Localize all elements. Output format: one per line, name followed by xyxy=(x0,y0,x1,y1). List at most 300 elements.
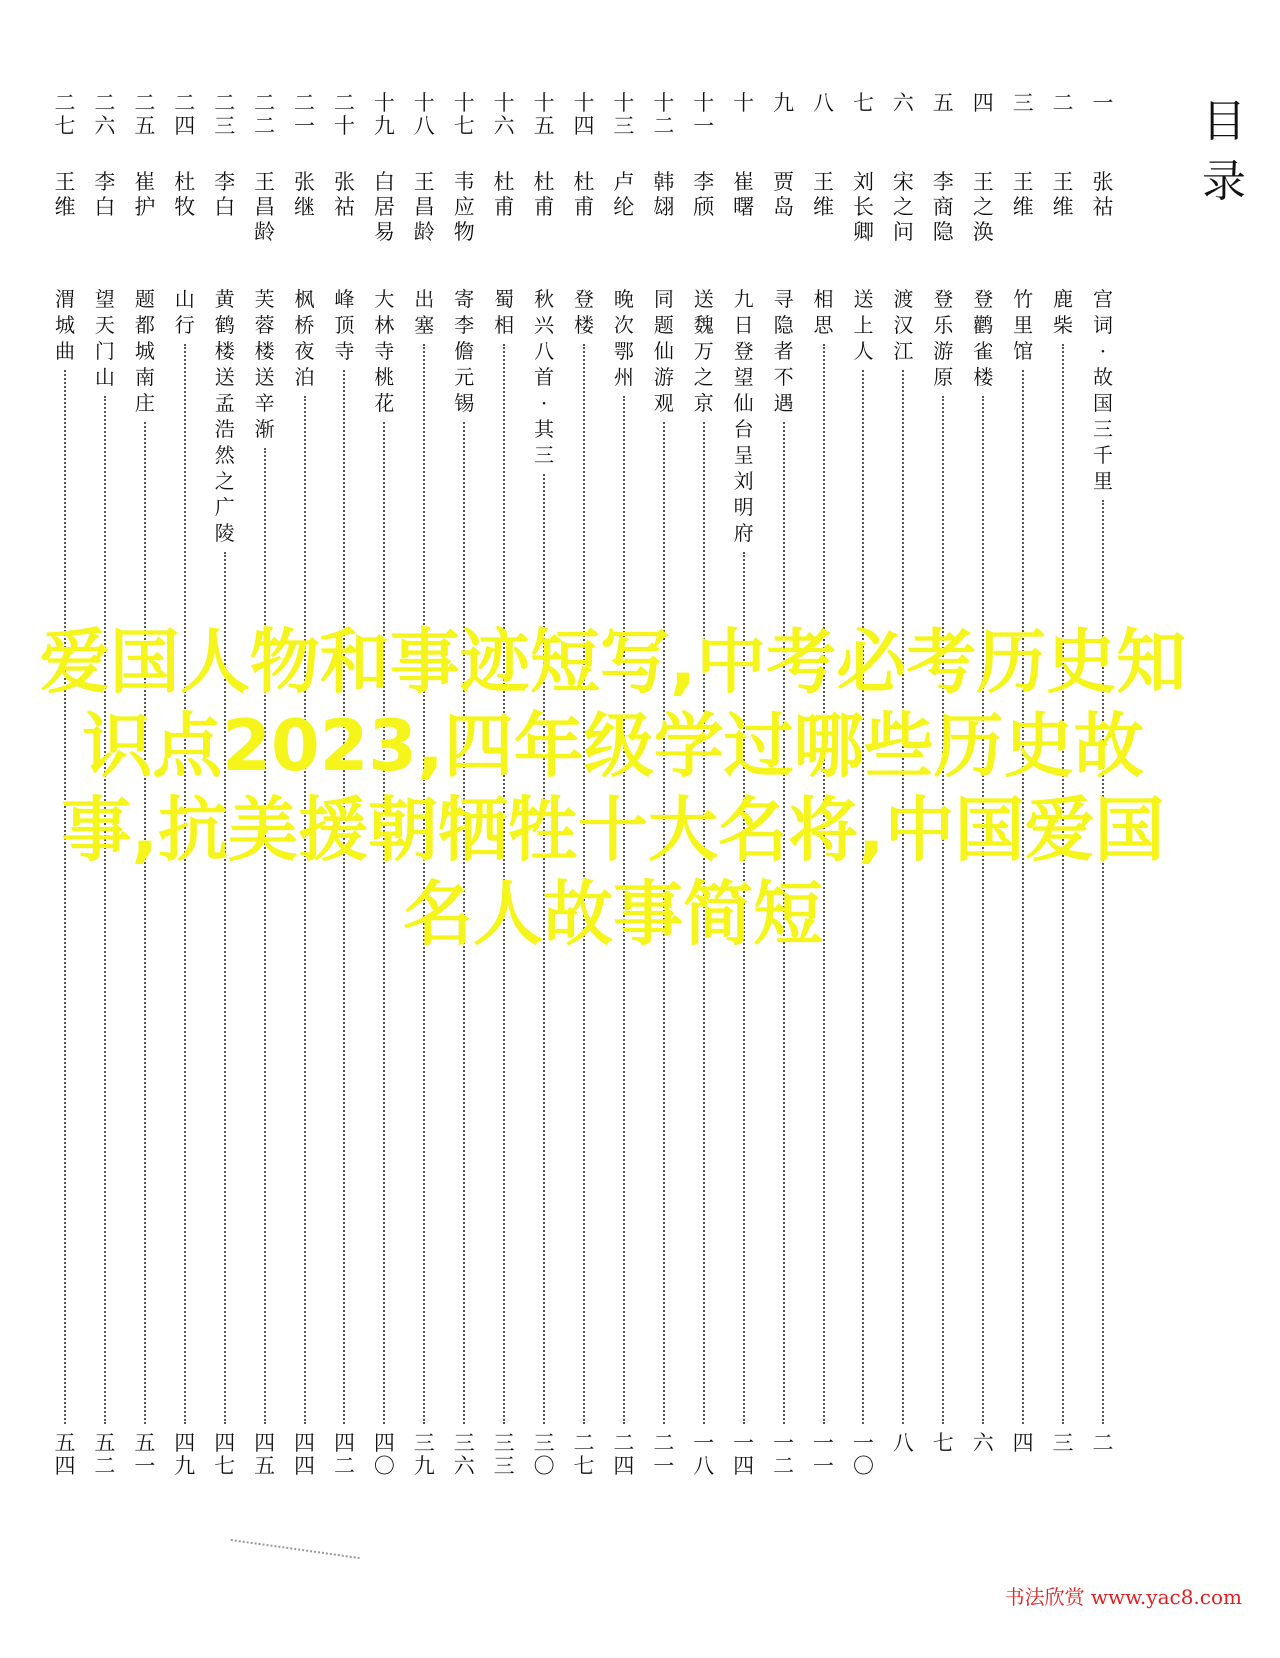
entry-title xyxy=(534,286,554,468)
entry-title-char: 鹤 xyxy=(214,313,235,337)
entry-author-char: 李 xyxy=(94,170,116,194)
entry-number xyxy=(94,92,115,152)
entry-title-char: 锡 xyxy=(454,391,475,415)
entry-title xyxy=(414,286,434,338)
entry-title-char: 林 xyxy=(374,313,395,337)
entry-page xyxy=(773,1432,794,1482)
entry-author-char: 杜 xyxy=(174,170,196,194)
entry-title-char: 元 xyxy=(454,365,475,389)
entry-number xyxy=(813,92,834,152)
entry-author-char: 王 xyxy=(972,170,994,194)
entry-number xyxy=(134,92,155,152)
entry-number xyxy=(294,92,315,152)
entry-author-char: 易 xyxy=(373,220,395,244)
entry-title xyxy=(255,286,275,442)
entry-author-char: 维 xyxy=(813,195,835,219)
entry-number-char: 十 xyxy=(613,91,635,115)
entry-page-char: 五 xyxy=(54,1431,76,1455)
entry-title-char: 八 xyxy=(534,339,555,363)
entry-title xyxy=(973,286,993,390)
entry-title-char: 陵 xyxy=(214,521,235,545)
entry-number xyxy=(893,92,914,152)
entry-title-char: 南 xyxy=(134,365,155,389)
entry-author-char: 隐 xyxy=(932,220,954,244)
entry-number-char: 九 xyxy=(373,114,395,138)
entry-title-char: 桥 xyxy=(294,313,315,337)
entry-title-char: 国 xyxy=(1092,391,1113,415)
entry-number-char: 十 xyxy=(373,91,395,115)
entry-title-char: 雀 xyxy=(973,339,994,363)
entry-title-char: 隐 xyxy=(773,313,794,337)
entry-number-char: 八 xyxy=(413,114,435,138)
entry-title-char: 仙 xyxy=(733,391,754,415)
toc-heading xyxy=(1196,92,1252,212)
entry-page-char: 〇 xyxy=(852,1454,874,1478)
entry-page-char: 四 xyxy=(333,1431,355,1455)
entry-title xyxy=(694,286,714,416)
entry-page-char: 四 xyxy=(54,1454,76,1478)
entry-author xyxy=(94,170,115,278)
entry-author xyxy=(613,170,634,278)
entry-page-char: 七 xyxy=(214,1454,236,1478)
entry-author-char: 白 xyxy=(94,195,116,219)
entry-title-char: 门 xyxy=(94,339,115,363)
entry-number-char: 二 xyxy=(1052,91,1074,115)
entry-page xyxy=(933,1432,954,1482)
entry-title-char: 里 xyxy=(1013,313,1034,337)
entry-author-char: 颀 xyxy=(693,195,715,219)
entry-number xyxy=(653,92,674,152)
entry-title-char: 楼 xyxy=(973,365,994,389)
entry-title-char: 孟 xyxy=(214,391,235,415)
overlay-caption: 爱国人物和事迹短写,中考必考历史知识点2023,四年级学过哪些历史故事,抗美援朝牺牲十大名将,中国爱国名人故事简短 xyxy=(39,621,1187,955)
entry-title-char: 儋 xyxy=(454,339,475,363)
entry-title-char: 京 xyxy=(693,391,714,415)
entry-title-char: 楼 xyxy=(214,339,235,363)
entry-page xyxy=(733,1432,754,1482)
entry-number-char: 七 xyxy=(54,114,76,138)
entry-title-char: 登 xyxy=(573,287,594,311)
entry-title-char: 首 xyxy=(534,365,555,389)
entry-page-char: 四 xyxy=(1012,1431,1034,1455)
entry-title-char: 楼 xyxy=(254,339,275,363)
entry-page-char: 一 xyxy=(693,1431,715,1455)
entry-number xyxy=(55,92,76,152)
entry-title-char: 塞 xyxy=(414,313,435,337)
entry-title-char: 桃 xyxy=(374,365,395,389)
entry-author xyxy=(1092,170,1113,278)
entry-page-char: 〇 xyxy=(373,1454,395,1478)
entry-title-char: 台 xyxy=(733,417,754,441)
entry-title-char: 府 xyxy=(733,521,754,545)
entry-number xyxy=(733,92,754,152)
entry-page-char: 九 xyxy=(413,1454,435,1478)
entry-author xyxy=(813,170,834,278)
entry-number-char: 五 xyxy=(932,91,954,115)
entry-title xyxy=(95,286,115,390)
entry-title-char: 庄 xyxy=(134,391,155,415)
entry-title xyxy=(814,286,834,338)
entry-author-char: 李 xyxy=(693,170,715,194)
entry-page-char: 四 xyxy=(373,1431,395,1455)
entry-title-char: 鹿 xyxy=(1053,287,1074,311)
entry-page xyxy=(454,1432,475,1482)
entry-author-char: 张 xyxy=(333,170,355,194)
entry-page-char: 二 xyxy=(1092,1431,1114,1455)
entry-author-char: 商 xyxy=(932,195,954,219)
entry-author-char: 宋 xyxy=(892,170,914,194)
entry-title xyxy=(454,286,474,416)
entry-title-char: · xyxy=(1099,339,1107,363)
entry-author-char: 李 xyxy=(214,170,236,194)
entry-title-char: 登 xyxy=(933,287,954,311)
entry-title-char: 寺 xyxy=(374,339,395,363)
entry-number xyxy=(374,92,395,152)
entry-author-char: 卿 xyxy=(852,220,874,244)
entry-title xyxy=(853,286,873,364)
entry-title-char: 汉 xyxy=(893,313,914,337)
entry-title-char: 其 xyxy=(534,417,555,441)
entry-number xyxy=(773,92,794,152)
entry-title-char: 城 xyxy=(134,339,155,363)
entry-title-char: 都 xyxy=(134,313,155,337)
entry-page-char: 二 xyxy=(573,1431,595,1455)
entry-page-char: 一 xyxy=(773,1431,795,1455)
entry-author-char: 龄 xyxy=(254,220,276,244)
entry-title-char: 词 xyxy=(1092,313,1113,337)
entry-page xyxy=(214,1432,235,1482)
entry-title xyxy=(295,286,315,390)
entry-title xyxy=(614,286,634,390)
entry-author-char: 之 xyxy=(892,195,914,219)
entry-page-char: 一 xyxy=(733,1431,755,1455)
entry-page xyxy=(414,1432,435,1482)
entry-title-char: 寻 xyxy=(773,287,794,311)
entry-title-char: 次 xyxy=(613,313,634,337)
entry-title xyxy=(734,286,754,546)
entry-author-char: 王 xyxy=(1052,170,1074,194)
entry-page xyxy=(653,1432,674,1482)
entry-title-char: 晚 xyxy=(613,287,634,311)
entry-title-char: 遇 xyxy=(773,391,794,415)
entry-number-char: 十 xyxy=(413,91,435,115)
entry-page xyxy=(613,1432,634,1482)
entry-author-char: 王 xyxy=(813,170,835,194)
entry-number-char: 二 xyxy=(54,91,76,115)
entry-page-char: 四 xyxy=(613,1454,635,1478)
entry-page-char: 三 xyxy=(413,1431,435,1455)
entry-author-char: 贾 xyxy=(773,170,795,194)
scan-smudge xyxy=(230,1539,359,1562)
entry-number xyxy=(534,92,555,152)
entry-number-char: 六 xyxy=(493,114,515,138)
entry-title-char: 日 xyxy=(733,313,754,337)
entry-title-char: 乐 xyxy=(933,313,954,337)
entry-title xyxy=(1093,286,1113,494)
entry-title-char: 登 xyxy=(733,339,754,363)
entry-page-char: 三 xyxy=(1052,1431,1074,1455)
entry-title-char: 渭 xyxy=(55,287,75,311)
entry-page-char: 二 xyxy=(94,1454,116,1478)
entry-number-char: 一 xyxy=(693,114,715,138)
entry-page-char: 一 xyxy=(813,1454,835,1478)
entry-author-char: 居 xyxy=(373,195,395,219)
entry-title-char: 游 xyxy=(933,339,954,363)
entry-number-char: 十 xyxy=(453,91,475,115)
entry-title-char: 千 xyxy=(1092,443,1113,467)
entry-number-char: 二 xyxy=(94,91,116,115)
entry-number-char: 一 xyxy=(1092,91,1114,115)
entry-number xyxy=(573,92,594,152)
entry-number-char: 三 xyxy=(1012,91,1034,115)
entry-title-char: 呈 xyxy=(733,443,754,467)
entry-title-char: 出 xyxy=(414,287,435,311)
entry-title-char: 宫 xyxy=(1092,287,1113,311)
entry-number xyxy=(613,92,634,152)
entry-title-char: 题 xyxy=(134,287,155,311)
entry-page xyxy=(893,1432,914,1482)
entry-page-char: 三 xyxy=(533,1431,555,1455)
entry-page-char: 二 xyxy=(653,1431,675,1455)
entry-author-char: 杜 xyxy=(533,170,555,194)
entry-page xyxy=(534,1432,555,1482)
entry-number-char: 二 xyxy=(214,91,236,115)
entry-number-char: 三 xyxy=(214,114,236,138)
entry-page-char: 五 xyxy=(94,1431,116,1455)
entry-title-char: 相 xyxy=(494,313,515,337)
entry-title-char: 九 xyxy=(733,287,754,311)
entry-author xyxy=(693,170,714,278)
entry-number-char: 十 xyxy=(493,91,515,115)
entry-title-char: 望 xyxy=(94,287,115,311)
entry-number-char: 六 xyxy=(892,91,914,115)
entry-author xyxy=(773,170,794,278)
entry-title xyxy=(55,286,75,364)
entry-number-char: 七 xyxy=(453,114,475,138)
entry-author-char: 杜 xyxy=(493,170,515,194)
entry-title-char: 之 xyxy=(693,365,714,389)
entry-title-char: 不 xyxy=(773,365,794,389)
entry-number xyxy=(973,92,994,152)
entry-title-char: 芙 xyxy=(254,287,275,311)
entry-page-char: 四 xyxy=(733,1454,755,1478)
entry-number xyxy=(693,92,714,152)
entry-title-char: 江 xyxy=(893,339,914,363)
entry-title-char: 渐 xyxy=(254,417,275,441)
entry-number xyxy=(214,92,235,152)
entry-number-char: 四 xyxy=(174,114,196,138)
entry-title-char: 同 xyxy=(653,287,674,311)
entry-page-char: 二 xyxy=(333,1454,355,1478)
entry-number-char: 四 xyxy=(972,91,994,115)
toc-heading-char: 录 xyxy=(1202,156,1246,207)
entry-title-char: 里 xyxy=(1092,469,1113,493)
entry-author-char: 刘 xyxy=(852,170,874,194)
entry-title-char: 馆 xyxy=(1013,339,1034,363)
entry-title-char: 送 xyxy=(254,365,275,389)
entry-author-char: 之 xyxy=(972,195,994,219)
entry-page xyxy=(254,1432,275,1482)
entry-title-char: 广 xyxy=(214,495,235,519)
entry-number-char: 十 xyxy=(573,91,595,115)
entry-number xyxy=(1053,92,1074,152)
entry-author-char: 卢 xyxy=(613,170,635,194)
entry-title-char: 行 xyxy=(174,313,195,337)
entry-title-char: 枫 xyxy=(294,287,315,311)
entry-title-char: 峰 xyxy=(334,287,355,311)
entry-author-char: 涣 xyxy=(972,220,994,244)
entry-author xyxy=(134,170,155,278)
entry-number-char: 六 xyxy=(94,114,116,138)
entry-title-char: 人 xyxy=(853,339,874,363)
entry-title xyxy=(135,286,155,416)
entry-title xyxy=(574,286,594,338)
entry-page-char: 八 xyxy=(693,1454,715,1478)
entry-title-char: 蓉 xyxy=(254,313,275,337)
entry-title-char: 寺 xyxy=(334,339,355,363)
entry-number-char: 九 xyxy=(773,91,795,115)
entry-title xyxy=(893,286,913,364)
entry-author-char: 韦 xyxy=(453,170,475,194)
entry-number-char: 十 xyxy=(733,91,755,115)
entry-author xyxy=(653,170,674,278)
entry-number xyxy=(454,92,475,152)
entry-author-char: 王 xyxy=(54,170,76,194)
entry-title-char: 渡 xyxy=(893,287,914,311)
entry-number-char: 十 xyxy=(533,91,555,115)
entry-page-char: 四 xyxy=(294,1431,316,1455)
entry-title xyxy=(215,286,235,546)
entry-title-char: 山 xyxy=(94,365,115,389)
entry-title-char: 三 xyxy=(1092,417,1113,441)
entry-title-char: 曲 xyxy=(55,339,75,363)
entry-page-char: 二 xyxy=(613,1431,635,1455)
entry-page xyxy=(1013,1432,1034,1482)
entry-author xyxy=(933,170,954,278)
entry-title-char: 送 xyxy=(214,365,235,389)
entry-author xyxy=(174,170,195,278)
entry-title-char: 花 xyxy=(374,391,395,415)
entry-number-char: 八 xyxy=(813,91,835,115)
entry-author-char: 长 xyxy=(852,195,874,219)
entry-title-char: 然 xyxy=(214,443,235,467)
entry-author xyxy=(893,170,914,278)
entry-author xyxy=(1013,170,1034,278)
entry-author-char: 王 xyxy=(413,170,435,194)
entry-title-char: 寄 xyxy=(454,287,475,311)
entry-author xyxy=(214,170,235,278)
entry-number-char: 二 xyxy=(134,91,156,115)
entry-title-char: 鹳 xyxy=(973,313,994,337)
entry-page-char: 三 xyxy=(453,1431,475,1455)
entry-title-char: 辛 xyxy=(254,391,275,415)
entry-page-char: 四 xyxy=(294,1454,316,1478)
site-watermark: 书法欣赏 www.yac8.com xyxy=(1004,1585,1242,1609)
entry-number xyxy=(334,92,355,152)
entry-author xyxy=(494,170,515,278)
entry-author-char: 应 xyxy=(453,195,475,219)
entry-title-char: 万 xyxy=(693,339,714,363)
entry-title-char: 山 xyxy=(174,287,195,311)
entry-page-char: 二 xyxy=(773,1454,795,1478)
entry-author-char: 张 xyxy=(294,170,316,194)
entry-page-char: 四 xyxy=(214,1431,236,1455)
entry-page xyxy=(853,1432,874,1482)
entry-title-char: 柴 xyxy=(1053,313,1074,337)
entry-page-char: 〇 xyxy=(533,1454,555,1478)
entry-author-char: 曙 xyxy=(733,195,755,219)
entry-title-char: 黄 xyxy=(214,287,235,311)
entry-author xyxy=(853,170,874,278)
entry-author xyxy=(294,170,315,278)
entry-title xyxy=(933,286,953,390)
entry-author xyxy=(334,170,355,278)
entry-title-char: 顶 xyxy=(334,313,355,337)
entry-author-char: 王 xyxy=(1012,170,1034,194)
entry-author-char: 王 xyxy=(254,170,276,194)
entry-page-char: 四 xyxy=(174,1431,196,1455)
entry-title-char: 刘 xyxy=(733,469,754,493)
entry-title xyxy=(774,286,794,416)
entry-title-char: 明 xyxy=(733,495,754,519)
entry-page xyxy=(973,1432,994,1482)
entry-number-char: 十 xyxy=(693,91,715,115)
toc-heading-char: 目 xyxy=(1202,96,1246,147)
entry-page-char: 一 xyxy=(813,1431,835,1455)
entry-title-char: 天 xyxy=(94,313,115,337)
entry-author xyxy=(414,170,435,278)
entry-number-char: 一 xyxy=(294,114,316,138)
entry-page xyxy=(494,1432,515,1482)
entry-page xyxy=(693,1432,714,1482)
entry-title-char: 夜 xyxy=(294,339,315,363)
entry-title-char: 兴 xyxy=(534,313,555,337)
entry-author-char: 昌 xyxy=(254,195,276,219)
entry-page xyxy=(94,1432,115,1482)
entry-number-char: 二 xyxy=(254,91,276,115)
entry-number-char: 二 xyxy=(653,114,675,138)
entry-title-char: 题 xyxy=(653,313,674,337)
entry-author-char: 龄 xyxy=(413,220,435,244)
entry-author-char: 祜 xyxy=(1092,195,1114,219)
entry-author-char: 纶 xyxy=(613,195,635,219)
entry-page-char: 三 xyxy=(493,1454,515,1478)
entry-title xyxy=(494,286,514,338)
entry-author-char: 昌 xyxy=(413,195,435,219)
entry-page-char: 八 xyxy=(892,1431,914,1455)
entry-number-char: 四 xyxy=(573,114,595,138)
entry-page xyxy=(334,1432,355,1482)
entry-page xyxy=(374,1432,395,1482)
entry-number xyxy=(494,92,515,152)
entry-title-char: 大 xyxy=(374,287,395,311)
entry-number xyxy=(1092,92,1113,152)
entry-page-char: 四 xyxy=(254,1431,276,1455)
entry-title xyxy=(374,286,394,416)
entry-title-char: 泊 xyxy=(294,365,315,389)
entry-page-char: 七 xyxy=(573,1454,595,1478)
entry-page xyxy=(1053,1432,1074,1482)
entry-title-char: 故 xyxy=(1092,365,1113,389)
entry-title-char: 登 xyxy=(973,287,994,311)
entry-title xyxy=(1013,286,1033,364)
entry-page xyxy=(134,1432,155,1482)
entry-number-char: 五 xyxy=(533,114,555,138)
entry-author-char: 甫 xyxy=(573,195,595,219)
entry-number xyxy=(853,92,874,152)
entry-page-char: 七 xyxy=(932,1431,954,1455)
entry-author-char: 白 xyxy=(214,195,236,219)
